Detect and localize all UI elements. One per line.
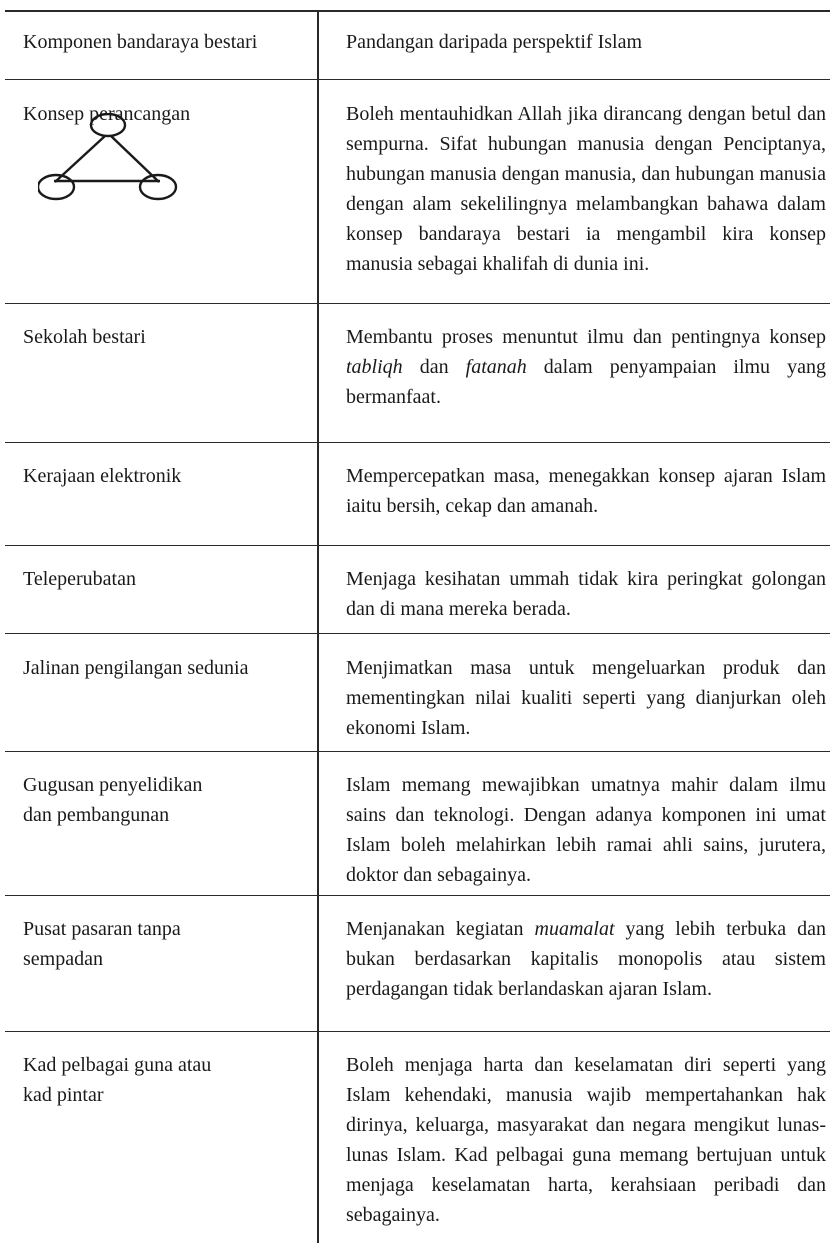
row-divider — [5, 633, 830, 634]
column-divider — [317, 10, 319, 1243]
italic-term: muamalat — [534, 918, 615, 940]
component-cell — [23, 653, 308, 683]
perspective-text: Boleh mentauhidkan Allah jika dirancang dengan betul dan sempurna. Sifat hubungan manusia dengan Penciptanya, hubungan manusia dengan manusia, dan hubungan manusia dengan alam sekelilingnya melambangkan bahawa dalam konsep bandaraya bestari ia mengambil kira konsep manusia sebagai khalifah di dunia ini. — [346, 103, 826, 275]
perspective-text: Islam memang mewajibkan umatnya mahir dalam ilmu sains dan teknologi. Dengan adanya komponen ini umat Islam boleh melahirkan lebih ramai ahli sains, jurutera, doktor dan sebagainya. — [346, 774, 826, 886]
component-label-line: Kerajaan elektronik — [23, 465, 182, 487]
component-cell — [23, 564, 308, 594]
perspective-cell — [346, 99, 826, 279]
component-label-line: Jalinan pengilangan sedunia — [23, 657, 249, 679]
perspective-cell — [346, 653, 826, 743]
left-node — [38, 175, 74, 199]
header-perspective: Pandangan daripada perspektif Islam — [346, 31, 643, 53]
component-cell — [23, 914, 308, 974]
perspective-text: Boleh menjaga harta dan keselamatan diri seperti yang Islam kehendaki, manusia wajib mempertahankan hak dirinya, keluarga, masyarakat dan negara mengikut lunas-lunas Islam. Kad pelbagai guna memang bertujuan untuk menjaga keselamatan harta, kerahsiaan peribadi dan sebagainya. — [346, 1054, 826, 1226]
table-top-rule — [5, 10, 830, 12]
perspective-cell — [346, 770, 826, 890]
component-cell — [23, 770, 308, 830]
row-divider — [5, 751, 830, 752]
perspective-text: dalam penyampaian ilmu yang bermanfaat. — [346, 356, 826, 408]
perspective-text: Mempercepatkan masa, menegakkan konsep ajaran Islam iaitu bersih, cekap dan amanah. — [346, 465, 826, 517]
perspective-cell — [346, 461, 826, 521]
row-divider — [5, 895, 830, 896]
component-label-line: Sekolah bestari — [23, 326, 146, 348]
component-label-line: Gugusan penyelidikan — [23, 774, 203, 796]
perspective-cell — [346, 564, 826, 624]
perspective-cell — [346, 1050, 826, 1230]
component-cell — [23, 99, 308, 129]
perspective-text: Menjaga kesihatan ummah tidak kira peringkat golongan dan di mana mereka berada. — [346, 568, 826, 620]
perspective-text: Menjanakan kegiatan — [346, 918, 535, 940]
perspective-text: dan — [402, 356, 466, 378]
header-component: Komponen bandaraya bestari — [23, 31, 258, 53]
right-node — [140, 175, 176, 199]
component-label-line: Konsep perancangan — [23, 103, 191, 125]
italic-term: tabliqh — [346, 356, 403, 378]
component-cell — [23, 1050, 308, 1110]
row-divider — [5, 545, 830, 546]
component-cell — [23, 461, 308, 491]
row-divider — [5, 1031, 830, 1032]
component-label-line: Kad pelbagai guna atau — [23, 1054, 212, 1076]
perspective-text: Membantu proses menuntut ilmu dan pentingnya konsep — [346, 326, 826, 348]
component-cell — [23, 322, 308, 352]
component-label-line: kad pintar — [23, 1084, 104, 1106]
component-label-line: Teleperubatan — [23, 568, 136, 590]
component-label-line: Pusat pasaran tanpa — [23, 918, 181, 940]
italic-term: fatanah — [465, 356, 527, 378]
component-label-line: sempadan — [23, 948, 103, 970]
perspective-text: yang lebih terbuka dan bukan berdasarkan kapitalis monopolis atau sistem perdagangan tidak berlandaskan ajaran Islam. — [346, 918, 827, 1000]
header-bottom-rule — [5, 79, 830, 80]
perspective-cell — [346, 914, 826, 1004]
row-divider — [5, 303, 830, 304]
perspective-cell — [346, 322, 826, 412]
row-divider — [5, 442, 830, 443]
perspective-text: Menjimatkan masa untuk mengeluarkan produk dan mementingkan nilai kualiti seperti yang dianjurkan oleh ekonomi Islam. — [346, 657, 826, 739]
component-label-line: dan pembangunan — [23, 804, 170, 826]
